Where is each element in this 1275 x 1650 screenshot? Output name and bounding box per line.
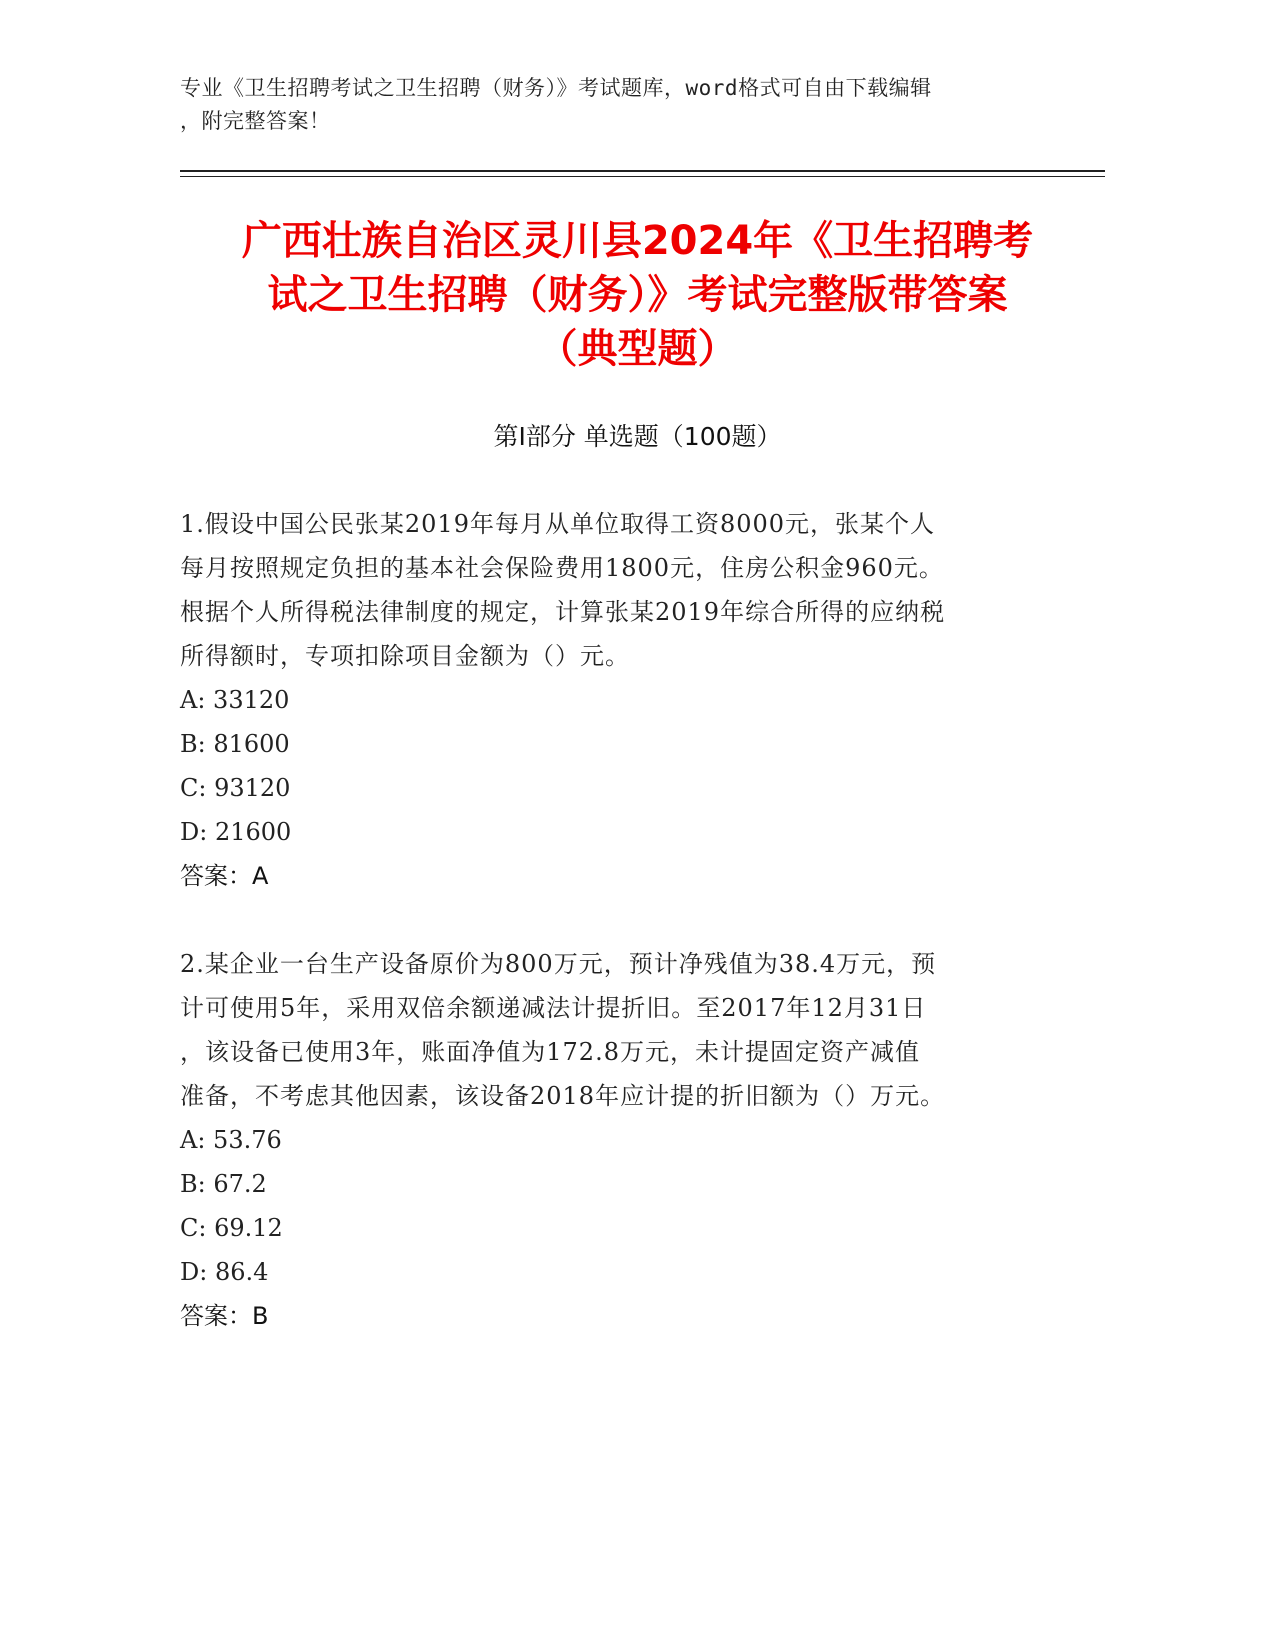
question-stem-line: ，该设备已使用3年，账面净值为172.8万元，未计提固定资产减值 (180, 1038, 920, 1066)
section-title: 第Ⅰ部分 单选题（100题） (493, 422, 782, 451)
header-divider-thin (180, 176, 1105, 177)
option-a: A: 53.76 (180, 1126, 282, 1154)
header-divider-thick (180, 170, 1105, 172)
title-line: 广西壮族自治区灵川县2024年《卫生招聘考 (241, 218, 1034, 264)
answer-label: 答案：A (180, 862, 269, 890)
header-note-line: 专业《卫生招聘考试之卫生招聘（财务）》考试题库，word格式可自由下载编辑 (180, 76, 932, 100)
question-stem-line: 1.假设中国公民张某2019年每月从单位取得工资8000元，张某个人 (180, 510, 936, 538)
question-stem-line: 计可使用5年，采用双倍余额递减法计提折旧。至2017年12月31日 (180, 994, 927, 1022)
option-c: C: 93120 (180, 774, 291, 802)
title-line: （典型题） (537, 326, 738, 372)
option-d: D: 86.4 (180, 1258, 269, 1286)
question-1 (180, 502, 1040, 898)
header-note-line: ，附完整答案！ (180, 109, 331, 133)
option-c: C: 69.12 (180, 1214, 283, 1242)
question-stem-line: 每月按照规定负担的基本社会保险费用1800元，住房公积金960元。 (180, 554, 944, 582)
option-a: A: 33120 (180, 686, 290, 714)
question-stem-line: 根据个人所得税法律制度的规定，计算张某2019年综合所得的应纳税 (180, 598, 946, 626)
question-list (180, 502, 1040, 1382)
question-stem-line: 2.某企业一台生产设备原价为800万元，预计净残值为38.4万元，预 (180, 950, 937, 978)
document-title (150, 214, 1125, 376)
question-stem-line: 准备，不考虑其他因素，该设备2018年应计提的折旧额为（）万元。 (180, 1082, 946, 1110)
option-b: B: 67.2 (180, 1170, 267, 1198)
title-line: 试之卫生招聘（财务）》考试完整版带答案 (267, 272, 1008, 318)
option-b: B: 81600 (180, 730, 290, 758)
header-note (180, 72, 1060, 138)
option-d: D: 21600 (180, 818, 292, 846)
answer-label: 答案：B (180, 1302, 269, 1330)
question-stem-line: 所得额时，专项扣除项目金额为（）元。 (180, 642, 630, 670)
question-2 (180, 942, 1040, 1338)
